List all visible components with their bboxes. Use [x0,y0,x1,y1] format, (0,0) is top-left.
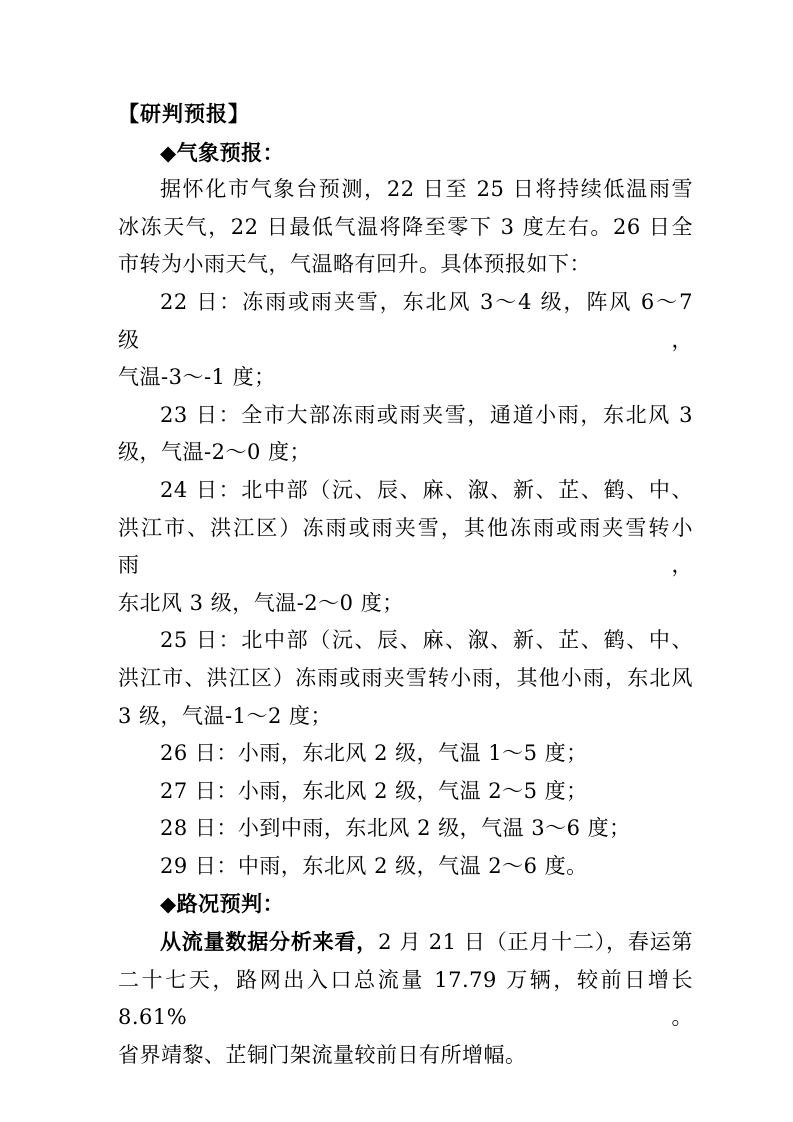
forecast-line-day25: 3 级，气温-1～2 度； [118,703,333,728]
weather-subheading: ◆气象预报： [160,139,285,165]
forecast-line-day29: 29 日：中雨，东北风 2 级，气温 2～6 度。 [160,853,588,878]
forecast-line-day24: 洪江市、洪江区）冻雨或雨夹雪，其他冻雨或雨夹雪转小雨， [118,515,693,578]
section-heading: 【研判预报】 [118,102,250,126]
forecast-line-day26: 26 日：小雨，东北风 2 级，气温 1～5 度； [160,741,588,766]
forecast-line-day23: 23 日：全市大部冻雨或雨夹雪，通道小雨，东北风 3 [160,402,693,427]
traffic-subheading: ◆路况预判： [160,891,285,917]
traffic-line: 省界靖黎、芷铜门架流量较前日有所增幅。 [118,1042,527,1067]
forecast-line-day24: 东北风 3 级，气温-2～0 度； [118,590,404,615]
weather-intro-line: 据怀化市气象台预测，22 日至 25 日将持续低温雨雪 [160,177,693,202]
traffic-lead-bold: 从流量数据分析来看， [160,929,379,955]
forecast-line-day22: 气温-3～-1 度； [118,365,276,390]
forecast-line-day23: 级，气温-2～0 度； [118,440,311,465]
forecast-line-day28: 28 日：小到中雨，东北风 2 级，气温 3～6 度； [160,816,631,841]
forecast-line-day25: 25 日：北中部（沅、辰、麻、溆、新、芷、鹤、中、 [160,628,693,653]
weather-intro-line: 冰冻天气，22 日最低气温将降至零下 3 度左右。26 日全 [118,214,693,239]
forecast-line-day22: 22 日：冻雨或雨夹雪，东北风 3～4 级，阵风 6～7 级， [118,289,693,352]
forecast-line-day24: 24 日：北中部（沅、辰、麻、溆、新、芷、鹤、中、 [160,477,693,502]
document-content [118,96,693,1074]
weather-intro-line: 市转为小雨天气，气温略有回升。具体预报如下： [118,252,591,277]
traffic-line-text: 2 月 21 日（正月十二），春运第 [378,930,694,955]
forecast-line-day27: 27 日：小雨，东北风 2 级，气温 2～5 度； [160,778,588,803]
traffic-line [118,923,693,962]
forecast-line-day25: 洪江市、洪江区）冻雨或雨夹雪转小雨，其他小雨，东北风 [118,665,693,690]
traffic-line: 二十七天，路网出入口总流量 17.79 万辆，较前日增长 8.61%。 [118,967,693,1030]
